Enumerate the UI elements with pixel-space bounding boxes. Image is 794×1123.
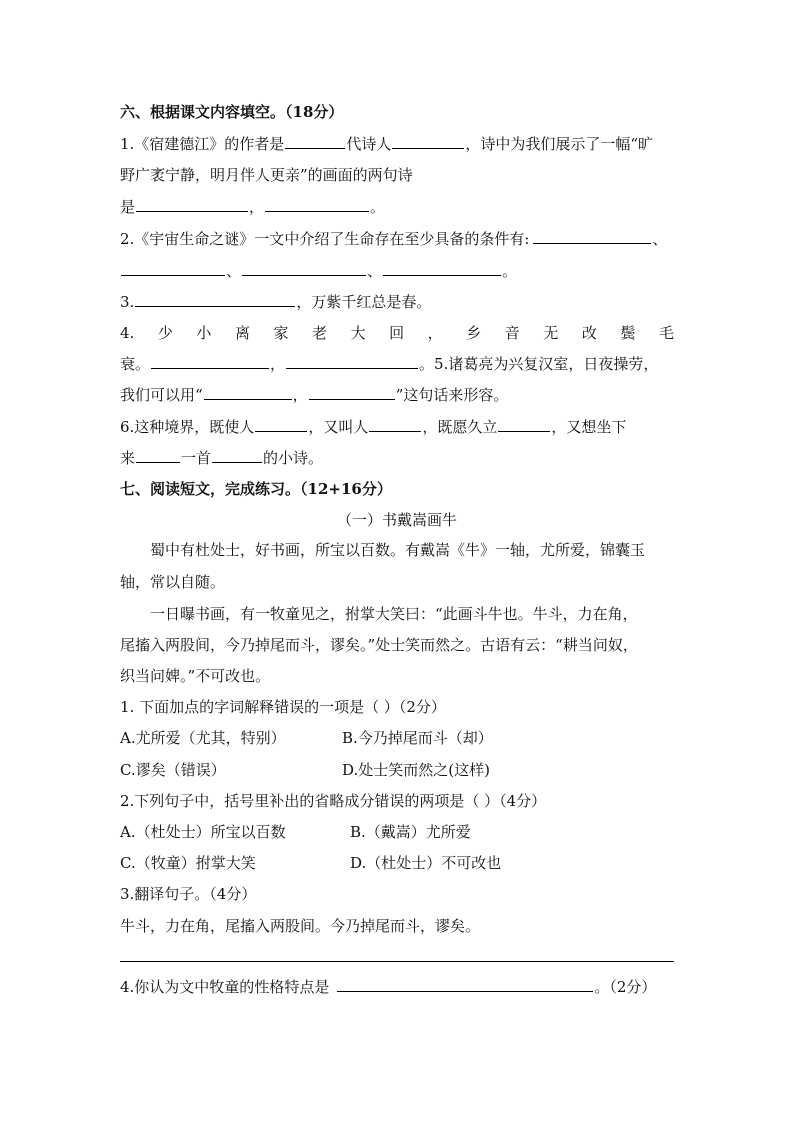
spaced-char: 小 [196,324,212,342]
spaced-char: 4. [120,324,135,342]
q6-6-text-b: ，又叫人 [308,418,369,436]
passage-paragraph-2-line1: 一日曝书画，有一牧童见之，拊掌大笑曰：“此画斗牛也。牛斗，力在角， [150,605,638,623]
spaced-char: 家 [273,324,289,342]
option-b[interactable]: B.今乃掉尾而斗（却） [342,729,493,747]
question-6-4-line2 [120,354,658,376]
q6-2-text-a: 2.《宇宙生命之谜》一文中介绍了生命存在至少具备的条件有: [120,230,530,248]
passage-paragraph-1-line1: 蜀中有杜处士，好书画，所宝以百数。有戴嵩《牛》一轴，尤所爱，锦囊玉 [150,541,646,559]
q6-6-text-f: 一首 [181,449,212,467]
question-6-1-line1 [120,134,653,156]
spaced-char: 离 [234,324,250,342]
q7-4-text-a: 4.你认为文中牧童的性格特点是 [120,978,330,996]
answer-blank[interactable] [392,134,464,149]
q6-6-text-a: 6.这种境界，既使人 [120,418,255,436]
q6-5-text-f: ， [292,386,308,404]
question-7-3-sentence: 牛斗，力在角，尾搐入两股间。今乃掉尾而斗，谬矣。 [120,917,481,935]
spaced-char: ， [427,324,443,342]
answer-blank[interactable] [498,417,550,432]
q6-6-text-c: ，既愿久立 [422,418,498,436]
answer-line[interactable] [120,961,674,962]
option-c[interactable]: C.谬矣（错误） [120,761,226,779]
q6-4-text-b: 衰。 [120,355,151,373]
question-6-1-line3 [120,197,385,219]
q6-1-text-c: ，诗中为我们展示了一幅“旷 [465,135,654,153]
answer-blank[interactable] [533,229,651,244]
answer-blank[interactable] [242,261,366,276]
option-a[interactable]: A.（杜处士）所宝以百数 [120,823,286,841]
answer-blank[interactable] [309,385,395,400]
section6-heading: 六、根据课文内容填空。（18分） [120,103,344,121]
passage-paragraph-2-line3: 织当问婢。”不可改也。 [120,667,271,685]
q6-4-text-c: ， [270,355,286,373]
q6-3-text-b: ，万紫千红总是春。 [296,293,432,311]
answer-blank[interactable] [151,354,269,369]
spaced-char: 无 [543,324,559,342]
q7-4-text-b: 。（2分） [594,978,657,996]
passage-title: （一）书戴嵩画牛 [336,511,457,529]
passage-paragraph-2-line2: 尾搐入两股间，今乃掉尾而斗，谬矣。”处士笑而然之。古语有云：“耕当问奴， [120,636,638,654]
answer-blank[interactable] [121,261,225,276]
answer-blank[interactable] [369,417,421,432]
spaced-char: 少 [157,324,173,342]
question-6-2-line2 [120,261,517,283]
answer-blank[interactable] [255,417,307,432]
question-7-4 [120,977,656,999]
answer-blank[interactable] [265,197,369,212]
q6-6-text-e: 来 [120,449,136,467]
spaced-char: 鬓 [620,324,636,342]
option-c[interactable]: C.（牧童）拊掌大笑 [120,854,256,872]
question-7-1-stem: 1. 下面加点的字词解释错误的一项是（ ）（2分） [120,698,446,716]
question-7-3-stem: 3.翻译句子。（4分） [120,885,257,903]
spaced-char: 回 [389,324,405,342]
spaced-char: 大 [350,324,366,342]
q6-2-text-b: 、 [652,230,668,248]
q6-4-text-d: 。5.诸葛亮为兴复汉室，日夜操劳， [419,355,659,373]
q6-6-text-g: 的小诗。 [263,449,324,467]
q6-2-text-d: 、 [367,262,383,280]
question-7-2-stem: 2.下列句子中，括号里补出的省略成分错误的两项是（ ）（4分） [120,792,547,810]
question-6-5 [120,385,508,407]
spaced-char: 改 [581,324,597,342]
q6-2-text-e: 。 [502,262,518,280]
passage-paragraph-1-line2: 轴，常以自随。 [120,573,226,591]
spaced-char: 乡 [466,324,482,342]
answer-blank[interactable] [383,261,501,276]
option-d[interactable]: D.（杜处士）不可改也 [350,854,502,872]
q6-5-text-g: ”这句话来形容。 [395,386,509,404]
q6-2-text-c: 、 [226,262,242,280]
q6-6-text-d: ，又想坐下 [551,418,627,436]
q6-3-text-a: 3. [120,293,135,311]
q6-1-text-b: 代诗人 [346,135,392,153]
q6-1-text-g: 。 [370,198,386,216]
option-d[interactable]: D.处士笑而然之(这样) [342,761,490,779]
question-6-2-line1 [120,229,667,251]
answer-blank[interactable] [337,977,593,992]
answer-blank[interactable] [204,385,292,400]
spaced-char: 音 [504,324,520,342]
q6-1-text-a: 1.《宿建德江》的作者是 [120,135,285,153]
q6-1-text-e: 是 [120,198,136,216]
spaced-char: 老 [312,324,328,342]
question-6-1-line2: 野广袤宁静，明月伴人更亲”的画面的两句诗 [120,166,413,184]
option-a[interactable]: A.尤所爱（尤其，特别） [120,729,286,747]
answer-blank[interactable] [285,134,345,149]
answer-blank[interactable] [136,448,180,463]
question-6-4-line1 [120,323,674,345]
question-6-6-line1 [120,417,626,439]
question-6-3 [120,292,431,314]
answer-blank[interactable] [136,197,248,212]
spaced-char: 毛 [658,324,674,342]
answer-blank[interactable] [212,448,262,463]
option-b[interactable]: B.（戴嵩）尤所爱 [350,823,471,841]
q6-1-text-f: ， [249,198,265,216]
answer-blank[interactable] [135,292,295,307]
q6-5-text-e: 我们可以用“ [120,386,203,404]
question-6-6-line2 [120,448,323,470]
answer-blank[interactable] [286,354,418,369]
section7-heading: 七、阅读短文，完成练习。（12+16分） [120,480,392,498]
